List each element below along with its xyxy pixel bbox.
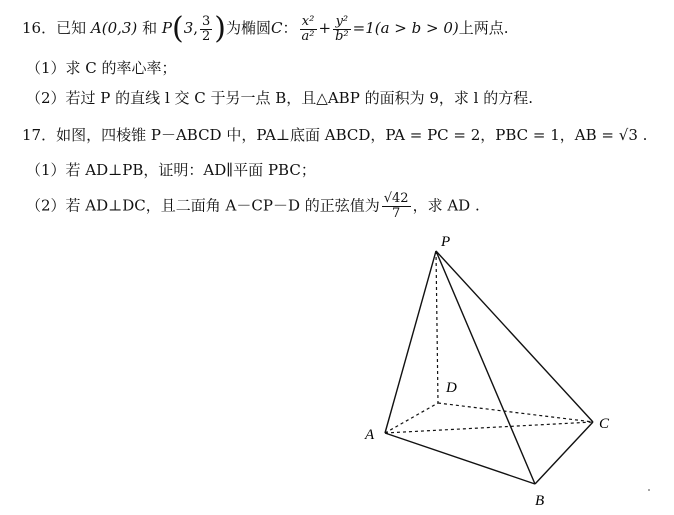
- q16-colon: ：: [282, 19, 298, 37]
- q17-part1: （1）若 AD⊥PB，证明：AD∥平面 PBC；: [26, 161, 316, 179]
- q16-point-p-y-den: 2: [202, 28, 211, 44]
- edge-pc: [436, 251, 593, 422]
- q16-part1: （1）求 C 的率心率；: [26, 59, 177, 77]
- q17-stem: 17．如图，四棱锥 P－ABCD 中，PA⊥底面 ABCD，PA = PC = 2，PBC = 1，AB = √3 .: [22, 126, 648, 144]
- q16-eq-rest: =1(a > b > 0): [352, 19, 459, 37]
- edge-ad: [385, 403, 438, 433]
- q16-number: 16．: [22, 19, 57, 37]
- q16-part2: （2）若过 P 的直线 l 交 C 于另一点 B，且△ABP 的面积为 9，求 l 的方程.: [26, 89, 533, 107]
- edge-ac: [385, 422, 593, 433]
- label-a: A: [365, 427, 375, 443]
- q16-a2: a²: [301, 28, 315, 44]
- q16-point-p-x: 3: [183, 19, 194, 37]
- label-d: D: [446, 380, 457, 396]
- edge-ab: [385, 433, 535, 484]
- q16-and: 和: [142, 19, 158, 37]
- q16-ellipse-pre: 为椭圆: [226, 19, 272, 37]
- scan-speck: [648, 489, 650, 491]
- edge-pa: [385, 251, 436, 433]
- label-p: P: [441, 234, 451, 250]
- label-b: B: [535, 493, 545, 509]
- q16-point-p-label: P: [161, 19, 172, 37]
- edge-pd: [436, 251, 438, 403]
- q16-ellipse-c: C: [271, 19, 283, 37]
- q16-stem-post: 上两点.: [458, 19, 509, 37]
- q17-part2-post: ，求 AD .: [412, 196, 480, 215]
- q16-b2: b²: [335, 28, 349, 44]
- q16-x2: x²: [300, 15, 317, 30]
- edge-bc: [535, 422, 593, 484]
- q16-plus: +: [318, 19, 332, 37]
- q16-point-p-y-num: 3: [202, 13, 211, 29]
- q16-y2: y²: [333, 15, 351, 30]
- q16-stem-pre: 已知: [56, 19, 87, 37]
- edge-dc: [438, 403, 593, 422]
- q17-sine-num: √42: [383, 191, 409, 206]
- q16-point-a: A(0,3): [90, 19, 138, 37]
- edge-pb: [436, 251, 535, 484]
- q16-stem: 16．已知 A(0,3) 和 P(3, $\frac{3}{2}$ )为椭圆C： $\frac{\text{x²}}{\text{a²}}$ + $\frac{\text{y²}}{\text{b²}}$ =1(a > b > 0)上两点.: [22, 11, 509, 46]
- q17-part2-pre: （2）若 AD⊥DC，且二面角 A－CP－D 的正弦值为: [26, 196, 380, 215]
- q17-sine-den: 7: [392, 206, 401, 221]
- label-c: C: [599, 416, 610, 432]
